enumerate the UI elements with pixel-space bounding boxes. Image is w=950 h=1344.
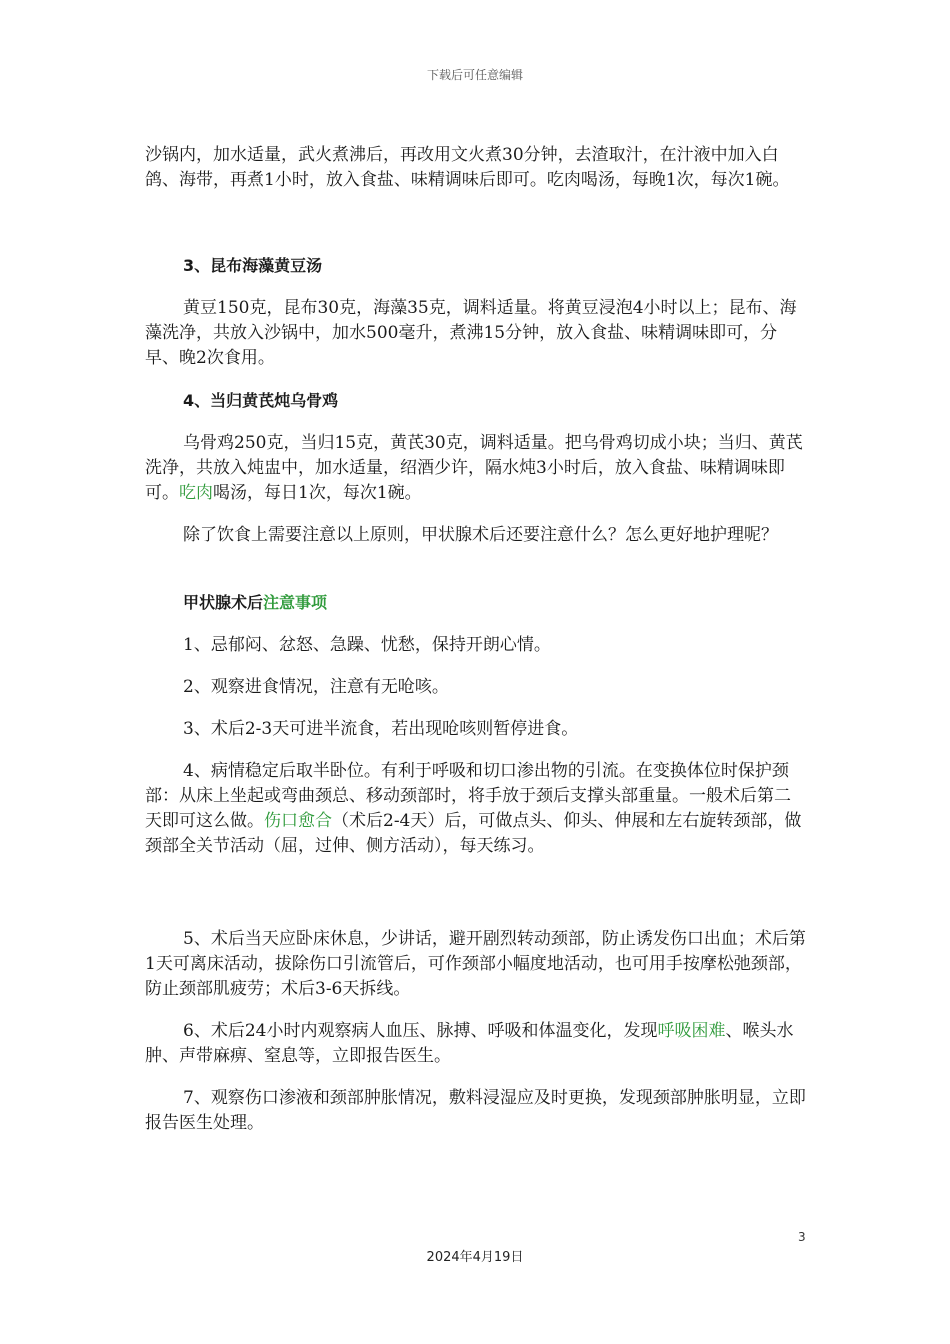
paragraph-transition: 除了饮食上需要注意以上原则，甲状腺术后还要注意什么？怎么更好地护理呢？ bbox=[183, 525, 778, 545]
care-item-6 bbox=[145, 1019, 807, 1069]
section-4-text-a: 乌骨鸡250克，当归15克，黄芪30克，调料适量。把乌骨鸡切成小块；当归、黄芪洗净，共放入炖盅中，加水适量，绍酒少许，隔水炖3小时后，放入食盐、味精调味即可。 bbox=[145, 433, 803, 503]
care-item-4-text-b: （术后2-4天）后，可做点头、仰头、伸展和左右旋转颈部，做颈部全关节活动（屈，过伸、侧方活动），每天练习。 bbox=[145, 811, 802, 856]
paragraph-section-4 bbox=[145, 431, 807, 506]
heading-section-3: 3、昆布海藻黄豆汤 bbox=[183, 256, 323, 275]
care-item-6-text-a: 6、术后24小时内观察病人血压、脉搏、呼吸和体温变化，发现 bbox=[183, 1021, 658, 1041]
document-body bbox=[145, 143, 807, 1136]
care-item-6-text-b: 、喉头水肿、声带麻痹、窒息等，立即报告医生。 bbox=[145, 1021, 794, 1066]
page-number: 3 bbox=[798, 1230, 806, 1244]
paragraph-intro: 沙锅内，加水适量，武火煮沸后，再改用文火煮30分钟，去渣取汁，在汁液中加入白鸽、海带，再煮1小时，放入食盐、味精调味后即可。吃肉喝汤，每晚1次，每次1碗。 bbox=[145, 145, 790, 190]
care-item-3: 3、术后2-3天可进半流食，若出现呛咳则暂停进食。 bbox=[183, 719, 579, 739]
care-item-7: 7、观察伤口渗液和颈部肿胀情况，敷料浸湿应及时更换，发现颈部肿胀明显，立即报告医生处理。 bbox=[145, 1088, 806, 1133]
link-eat-meat[interactable]: 吃肉 bbox=[179, 483, 213, 503]
heading-section-4: 4、当归黄芪炖乌骨鸡 bbox=[183, 391, 339, 410]
paragraph-section-3: 黄豆150克，昆布30克，海藻35克，调料适量。将黄豆浸泡4小时以上；昆布、海藻洗净，共放入沙锅中，加水500毫升，煮沸15分钟，放入食盐、味精调味即可，分早、晚2次食用。 bbox=[145, 298, 797, 368]
care-item-5: 5、术后当天应卧床休息，少讲话，避开剧烈转动颈部，防止诱发伤口出血；术后第1天可离床活动，拔除伤口引流管后，可作颈部小幅度地活动，也可用手按摩松弛颈部，防止颈部肌疲劳；术后3-6天拆线。 bbox=[145, 929, 806, 999]
heading-care bbox=[145, 590, 807, 615]
link-dyspnea[interactable]: 呼吸困难 bbox=[657, 1021, 726, 1041]
care-item-2: 2、观察进食情况，注意有无呛咳。 bbox=[183, 677, 449, 697]
care-item-4 bbox=[145, 759, 807, 859]
section-4-text-b: 喝汤，每日1次，每次1碗。 bbox=[213, 483, 422, 503]
care-title-text: 甲状腺术后 bbox=[183, 593, 264, 612]
footer-date: 2024年4月19日 bbox=[426, 1250, 524, 1265]
care-item-4-text-a: 4、病情稳定后取半卧位。有利于呼吸和切口渗出物的引流。在变换体位时保护颈部：从床上坐起或弯曲颈总、移动颈部时，将手放于颈后支撑头部重量。一般术后第二天即可这么做。 bbox=[145, 761, 791, 831]
care-item-1: 1、忌郁闷、忿怒、急躁、忧愁，保持开朗心情。 bbox=[183, 635, 551, 655]
page-header: 下载后可任意编辑 bbox=[426, 68, 523, 82]
link-wound-healing[interactable]: 伤口愈合 bbox=[264, 811, 332, 831]
link-precautions[interactable]: 注意事项 bbox=[263, 593, 328, 612]
